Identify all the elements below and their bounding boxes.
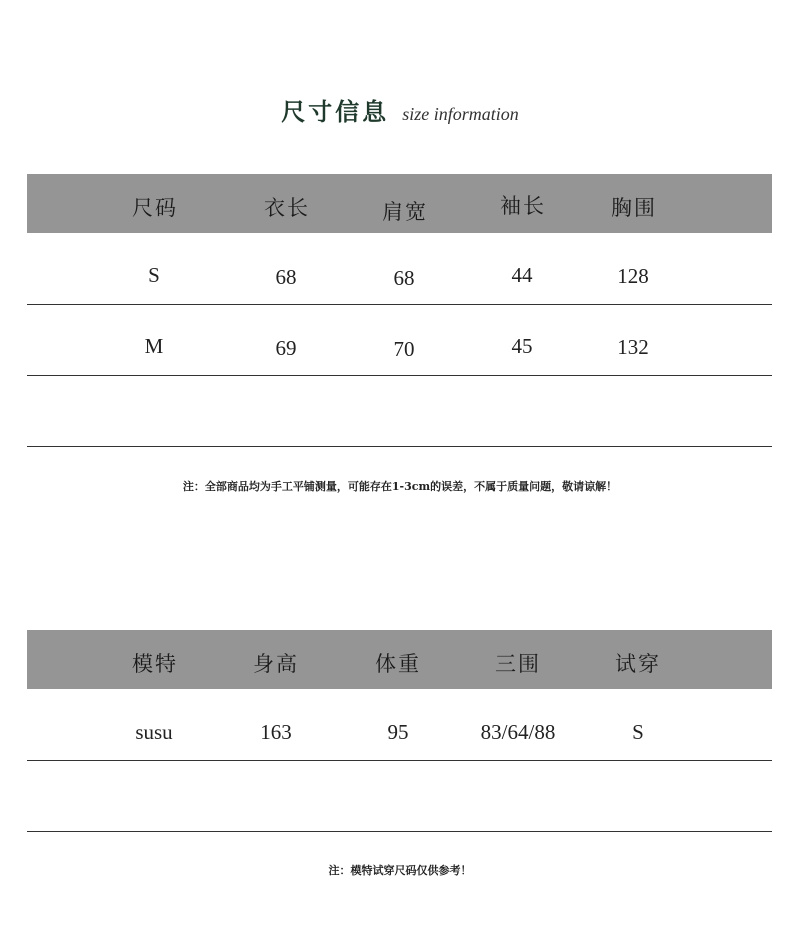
size-header-length: 衣长 xyxy=(264,196,310,220)
model-header-weight: 体重 xyxy=(375,652,421,676)
row-divider xyxy=(27,446,772,447)
row-divider xyxy=(27,760,772,761)
row-divider xyxy=(27,375,772,376)
size-cell-shoulder: 68 xyxy=(393,266,415,290)
size-cell-size: M xyxy=(144,334,164,358)
size-table-row xyxy=(27,313,772,383)
title-english: size information xyxy=(402,104,519,124)
size-table-header xyxy=(27,174,772,233)
size-cell-chest: 128 xyxy=(617,264,649,288)
model-size-note: 注：模特试穿尺码仅供参考！ xyxy=(328,864,472,877)
row-divider xyxy=(27,831,772,832)
size-header-sleeve: 袖长 xyxy=(500,194,546,218)
model-cell-weight: 95 xyxy=(387,720,409,744)
size-header-shoulder: 肩宽 xyxy=(382,200,428,224)
size-cell-size: S xyxy=(148,263,160,287)
size-table-row xyxy=(27,242,772,312)
size-cell-length: 69 xyxy=(275,336,297,360)
model-header-model: 模特 xyxy=(132,652,178,676)
model-header-measurements: 三围 xyxy=(495,652,541,676)
size-cell-chest: 132 xyxy=(617,335,649,359)
page-title xyxy=(0,92,800,127)
model-cell-fit-size: S xyxy=(632,720,644,744)
size-header-size: 尺码 xyxy=(132,196,178,220)
row-divider xyxy=(27,304,772,305)
model-cell-name: susu xyxy=(135,720,173,744)
model-cell-height: 163 xyxy=(260,720,292,744)
title-chinese: 尺寸信息 xyxy=(281,97,390,126)
size-cell-sleeve: 44 xyxy=(511,263,533,287)
model-header-height: 身高 xyxy=(253,652,299,676)
size-cell-sleeve: 45 xyxy=(511,334,533,358)
model-cell-measurements: 83/64/88 xyxy=(480,720,556,744)
size-cell-shoulder: 70 xyxy=(393,337,415,361)
size-cell-length: 68 xyxy=(275,265,297,289)
size-measurement-note: 注：全部商品均为手工平铺测量，可能存在1-3cm的误差，不属于质量问题，敬请谅解！ xyxy=(182,480,618,493)
model-header-fit-size: 试穿 xyxy=(615,652,661,676)
model-table-row xyxy=(27,698,772,768)
size-header-chest: 胸围 xyxy=(611,196,657,220)
model-table-header xyxy=(27,630,772,689)
